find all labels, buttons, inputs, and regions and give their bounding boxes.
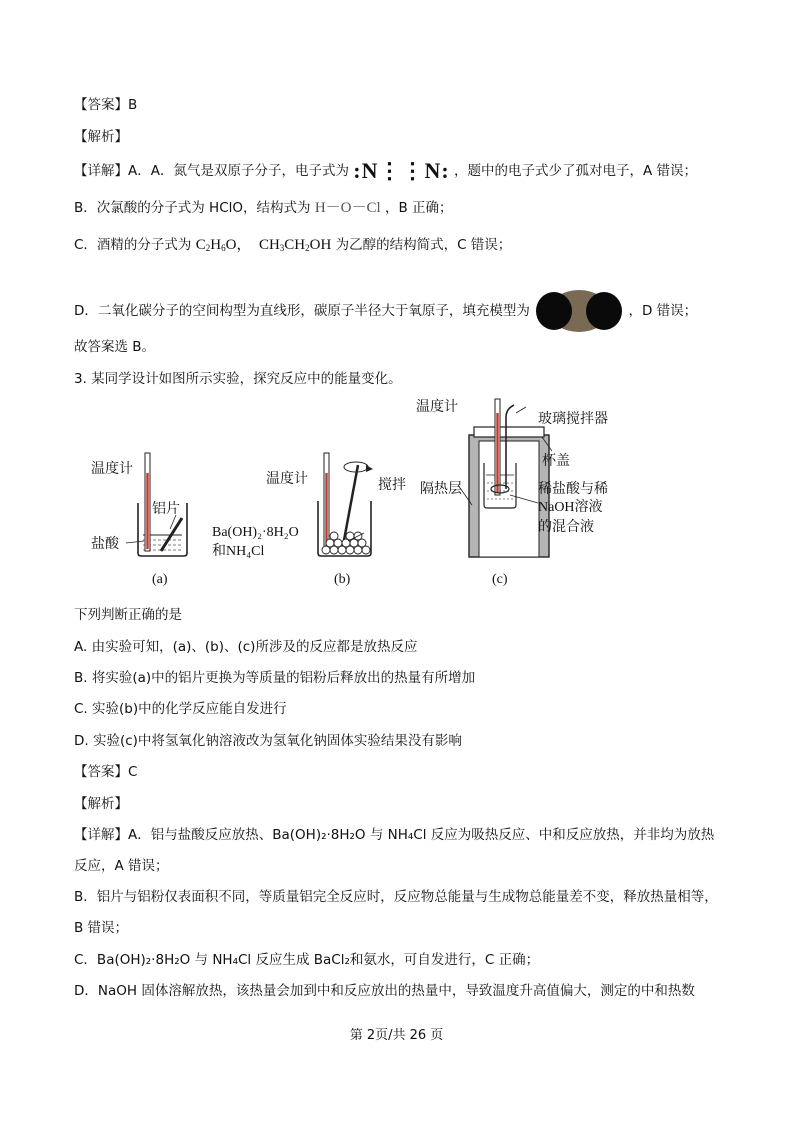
answer-label: 【答案】B: [74, 97, 138, 113]
option-c[interactable]: C. 实验(b)中的化学反应能自发进行: [74, 701, 287, 717]
label-c-mixture-3: 的混合液: [538, 520, 594, 535]
option-a[interactable]: A. 由实验可知，(a)、(b)、(c)所涉及的反应都是放热反应: [74, 639, 418, 655]
label-c-mixture-2: NaOH溶液: [538, 500, 603, 515]
label-a-thermometer: 温度计: [91, 462, 133, 477]
detail-c-text: C．酒精的分子式为: [74, 237, 192, 253]
label-c-stirrer: 玻璃搅拌器: [538, 412, 608, 427]
label-b-reagent-2: 和NH₄Cl: [212, 544, 265, 559]
label-c-insulation: 隔热层: [420, 482, 462, 497]
detail-c-end: 为乙醇的结构简式，C 错误；: [335, 237, 512, 253]
experiment-figure: [86, 393, 646, 593]
caption-c: (c): [492, 572, 508, 587]
label-b-stir: 搅拌: [378, 478, 406, 493]
beaker-b: [318, 453, 373, 556]
detail-d-line: [74, 288, 697, 334]
option-d[interactable]: D. 实验(c)中将氢氧化钠溶液改为氢氧化钠固体实验结果没有影响: [74, 733, 462, 749]
label-b-reagent-1: Ba(OH)₂·8H₂O: [212, 525, 299, 540]
label-a-hcl: 盐酸: [91, 537, 119, 552]
detail-a-text: 【详解】A．A．氮气是双原子分子，电子式为: [74, 163, 349, 179]
conclusion: 故答案选 B。: [74, 339, 156, 355]
label-c-thermometer: 温度计: [416, 400, 458, 415]
detail-d-text: D．二氧化碳分子的空间构型为直线形，碳原子半径大于氧原子，填充模型为: [74, 303, 530, 319]
label-c-mixture-1: 稀盐酸与稀: [538, 482, 608, 497]
lid: [474, 427, 544, 437]
detail-3-a-line2: 反应，A 错误；: [74, 858, 169, 874]
caption-b: (b): [334, 572, 351, 587]
detail-3-c: C．Ba(OH)₂·8H₂O 与 NH₄Cl 反应生成 BaCl₂和氨水，可自发进行，C 正确；: [74, 952, 540, 968]
ethanol-formula: $C_2H_6O$， $CH_3CH_2OH$: [195, 237, 332, 253]
detail-b-line: [74, 199, 453, 217]
detail-3-b-line1: B．铝片与铝粉仅表面积不同，等质量铝完全反应时，反应物总能量与生成物总能量差不变，释放热量相等，: [74, 889, 718, 905]
detail-b-text: B．次氯酸的分子式为 HClO，结构式为: [74, 200, 311, 216]
label-b-thermometer: 温度计: [266, 472, 308, 487]
hclo-structure: H－O－Cl: [314, 200, 381, 216]
detail-a-line: [74, 158, 698, 183]
analysis-label: 【解析】: [74, 129, 128, 145]
detail-3-b-line2: B 错误；: [74, 920, 129, 936]
co2-space-filling-model: [534, 288, 624, 334]
answer-3-label: 【答案】C: [74, 764, 138, 780]
analysis-3-label: 【解析】: [74, 796, 128, 812]
detail-d-end: ，D 错误；: [628, 303, 698, 319]
detail-3-d: D．NaOH 固体溶解放热，该热量会加到中和反应放出的热量中，导致温度升高值偏大，测定的中和热数: [74, 983, 695, 999]
n2-lewis-structure: :N⋮⋮N:: [353, 158, 450, 183]
question-3-stem: 3. 某同学设计如图所示实验，探究反应中的能量变化。: [74, 371, 402, 387]
question-prompt: 下列判断正确的是: [74, 607, 182, 623]
detail-c-line: [74, 236, 511, 257]
detail-3-a-line1: 【详解】A．铝与盐酸反应放热、Ba(OH)₂·8H₂O 与 NH₄Cl 反应为吸热反应、中和反应放热，并非均为放热: [74, 827, 715, 843]
detail-a-end: ，题中的电子式少了孤对电子，A 错误；: [454, 163, 698, 179]
label-a-aluminum: 铝片: [152, 502, 180, 517]
page-footer: 第 2页/共 26 页: [349, 1028, 444, 1043]
detail-b-end: ，B 正确；: [384, 200, 453, 216]
label-c-lid: 杯盖: [542, 454, 570, 469]
option-b[interactable]: B. 将实验(a)中的铝片更换为等质量的铝粉后释放出的热量有所增加: [74, 670, 476, 686]
caption-a: (a): [152, 572, 168, 587]
